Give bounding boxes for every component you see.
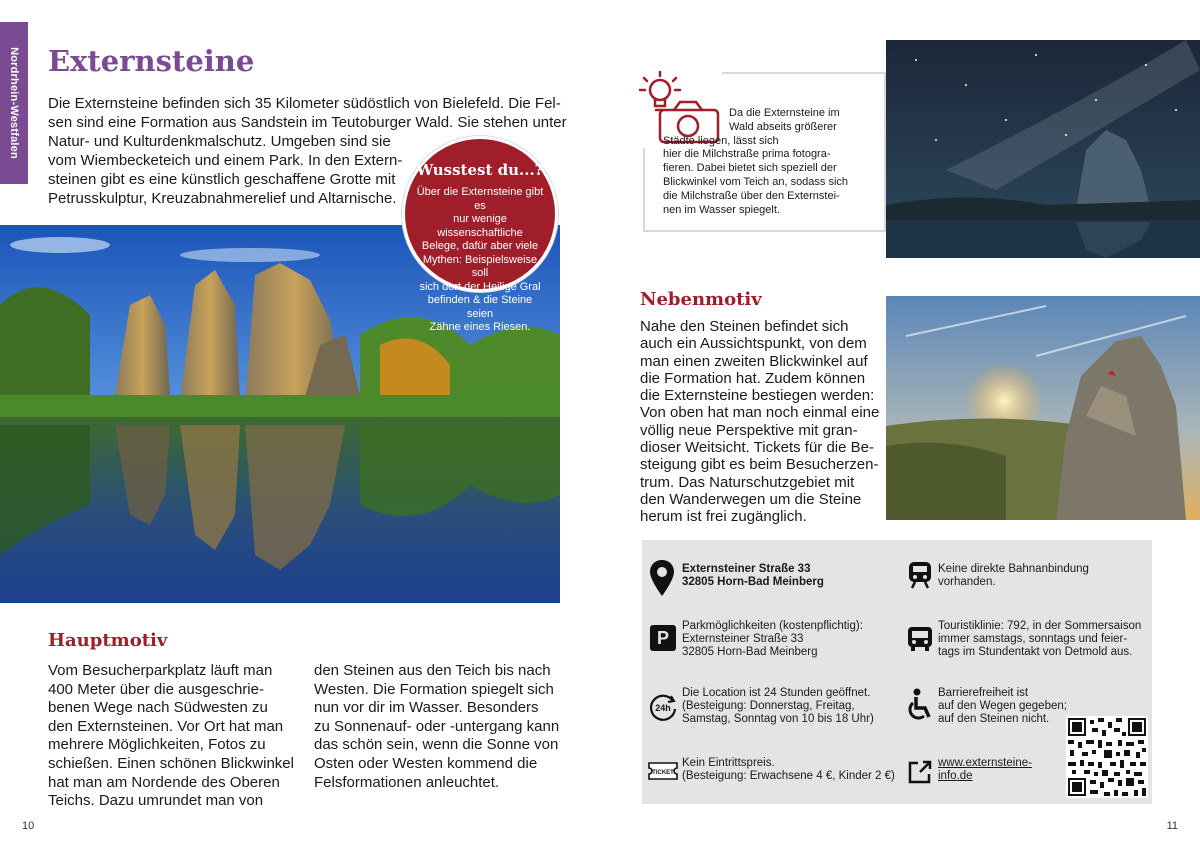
location-pin-icon	[650, 560, 674, 596]
nebenmotiv-heading: Nebenmotiv	[640, 289, 762, 310]
external-link-icon	[906, 758, 934, 786]
ticket-icon	[648, 761, 678, 781]
svg-text:24h: 24h	[655, 703, 671, 713]
bus-icon	[906, 625, 934, 653]
region-label: Nordrhein-Westfalen	[8, 47, 20, 159]
parking-icon: P	[650, 625, 678, 653]
hauptmotiv-text-col2: den Steinen aus den Teich bis nach Westen. Die Formation spiegelt sich nun vor dir im Wasser. Besonders zu Sonnenauf- oder -untergang kann das schön sein, wenn die Sonne von Osten oder Westen kommend die Felsformationen anleuchtet.	[314, 662, 560, 791]
accessibility-text: Barrierefreiheit ist auf den Wegen gegeben; auf den Steinen nicht.	[938, 687, 1067, 726]
page-title: Externsteine	[48, 44, 255, 78]
page-number-right: 11	[1166, 820, 1178, 832]
nebenmotiv-text: Nahe den Steinen befindet sich auch ein Aussichtspunkt, von dem man einen zweiten Blickwinkel auf die Formation hat. Zudem können die Externsteine bestiegen werden: Von oben hat man noch einmal eine völlig neue Perspektive mit gran- dioser Weitsicht. Tickets für die Be- steigung gibt es beim Besucherzen- trum. Das Naturschutzgebiet mit den Wanderwegen um die Steine herum ist frei zugänglich.	[640, 318, 880, 526]
bubble-text: Über die Externsteine gibt es nur wenige wissenschaftliche Belege, dafür aber viele Mythen: Beispielsweise soll sich dort der Heilige Gral befinden & die Steine seien Zähne eines Riesen.	[416, 186, 544, 333]
page-number-left: 10	[22, 820, 35, 832]
qr-code[interactable]	[1066, 716, 1148, 798]
svg-text:TICKET: TICKET	[652, 770, 674, 776]
bubble-heading: Wusstest du...?	[416, 161, 544, 179]
opening-hours-text: Die Location ist 24 Stunden geöffnet. (Besteigung: Donnerstag, Freitag, Samstag, Sonntag von 10 bis 18 Uhr)	[682, 687, 874, 726]
ticket-text: Kein Eintrittspreis. (Besteigung: Erwachsene 4 €, Kinder 2 €)	[682, 757, 895, 783]
photo-tip-text: Da die Externsteine im Wald abseits größerer Städte liegen, lässt sich hier die Milchstraße prima fotogra- fieren. Dabei bietet sich speziell der Blickwinkel vom Teich an, sodass sich die Milchstraße über den Externstei- nen im Wasser spiegelt.	[663, 107, 849, 216]
hauptmotiv-text-col1: Vom Besucherparkplatz läuft man 400 Meter über die ausgeschrie- benen Wege nach Südwesten zu den Externsteinen. Vor Ort hat man mehrere Möglichkeiten, Fotos zu schießen. Einen schönen Blickwinkel hat man am Nordende des Oberen Teichs. Dazu umrundet man von	[48, 662, 294, 810]
parking-text: Parkmöglichkeiten (kostenpflichtig): Externsteiner Straße 33 32805 Horn-Bad Meinberg	[682, 620, 863, 659]
clock-24h-icon	[649, 693, 677, 721]
hauptmotiv-heading: Hauptmotiv	[48, 630, 168, 651]
intro-paragraph: Die Externsteine befinden sich 35 Kilometer südöstlich von Bielefeld. Die Fel- sen sind eine Formation aus Sandstein im Teutoburger Wald. Sie stehen unter Natur- und Kulturdenkmalschutz. Umgeben sind sie vom Wiembecketeich und einem Park. In den Extern- steinen gibt es eine künstlich geschaffene Grotte mit Petrusskulptur, Kreuzabnahmerelief und Altarnische.	[48, 95, 567, 207]
website-link[interactable]: www.externsteine- info.de	[938, 757, 1032, 783]
train-text: Keine direkte Bahnanbindung vorhanden.	[938, 563, 1089, 589]
photo-sunset-rocks	[886, 296, 1200, 520]
address-text: Externsteiner Straße 33 32805 Horn-Bad Meinberg	[682, 563, 824, 589]
wheelchair-icon	[906, 688, 934, 722]
region-side-tab	[0, 22, 28, 184]
photo-milky-way	[886, 40, 1200, 258]
train-icon	[906, 561, 934, 589]
bus-text: Touristiklinie: 792, in der Sommersaison immer samstags, sonntags und feier- tags im Stundentakt von Detmold aus.	[938, 620, 1142, 659]
did-you-know-bubble	[402, 136, 558, 333]
